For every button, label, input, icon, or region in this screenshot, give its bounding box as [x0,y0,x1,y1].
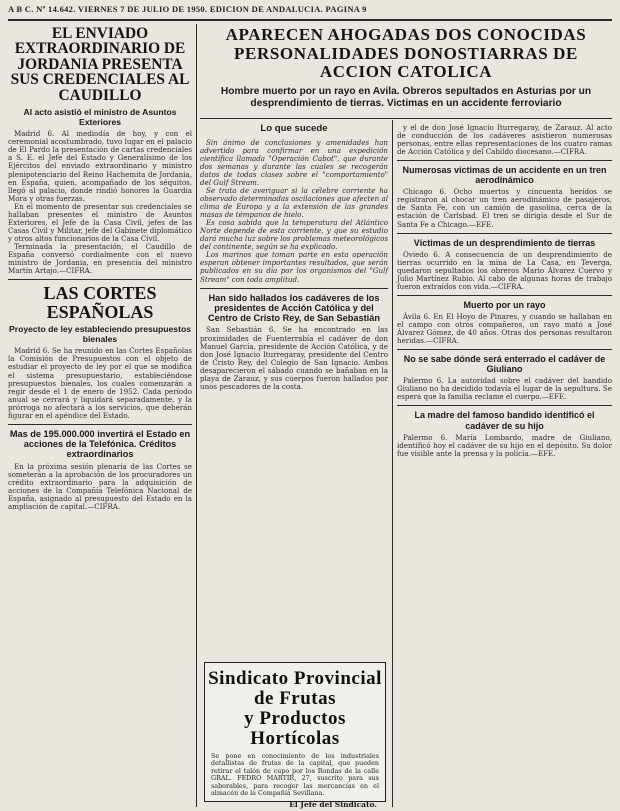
telefonica-body: En la próxima sesión plenaria de las Cortes se someterán a la aprobación de los procuradores un crédito extraordinario para la adquisición de acciones de la Compañía Telefónica Nacional de España, asignado al presupuesto del Estado en la ampliación de capital.—CIFRA. [8,461,192,511]
rayo-body: Ávila 6. En El Hoyo de Pinares, y cuando se hallaban en el campo con otros compañeros, un rayo mató a José Álvarez Gómez, de 40 años. Otras dos personas resultaron heridas.—CIFRA. [397,311,612,346]
main-headline[interactable]: APARECEN AHOGADAS DOS CONOCIDAS PERSONALIDADES DONOSTIARRAS DE ACCION CATOLICA [225,25,587,81]
rayo-headline[interactable]: Muerto por un rayo [463,299,546,310]
divider [397,295,612,296]
jordania-body-2: En el momento de presentar sus credenciales se hallaban presentes el ministro de Asuntos Exteriores, el Jefe de la Casa Civil, jefes de las Casas Civil y Militar, jefe del Gabinete diplomático y otros altos funcionarios de la Casa Civil. [8,201,192,243]
lo-que-sucede-body: Sin ánimo de conclusiones y amenidades han advertido para confirmar en una expedición científica llamada "Operación Cabot", que durante dos semanas y durante las cuales se recogerán datos de todas clases sobre el "comportamiento" del Gulf Stream. [200,137,388,187]
main-subhead: Hombre muerto por un rayo en Avila. Obreros sepultados en Asturias por un desprendimiento de tierras. Victimas en un accidente ferroviario [220,85,592,109]
cadaveres-body: San Sebastián 6. Se ha encontrado en las proximidades de Fuenterrabía el cadáver de don Manuel García, presidente de Acción Católica, y de don José Ignacio Iturregaray, presidente del Centro de Cristo Rey, del Colegio de San Ignacio. Ambos desaparecieron el sábado cuando se bañaban en la playa de Zarauz, y sus cuerpos fueron hallados por unos pescadores de la costa. [200,325,388,391]
divider [397,233,612,234]
lo-que-sucede-heading[interactable]: Lo que sucede [260,123,328,134]
desprendimiento-headline[interactable]: Víctimas de un desprendimiento de tierras [413,237,596,248]
divider [397,405,612,406]
divider [8,424,192,425]
giuliano-headline[interactable]: No se sabe dónde será enterrado el cadáver de Giuliano [403,354,606,375]
masthead: A B C. Nº 14.642. VIERNES 7 DE JULIO DE 1950. EDICION DE ANDALUCIA. PAGINA 9 [8,4,367,14]
divider [397,349,612,350]
tren-headline[interactable]: Numerosas víctimas de un accidente en un tren aerodinámico [402,165,607,186]
madre-body: Palermo 6. María Lombardo, madre de Giuliano, identificó hoy el cadáver de su hijo en el depósito. Su dolor fue visible ante la prensa y la policía.—EFE. [397,432,612,458]
lo-que-sucede-body-2: Se trata de averiguar si la célebre corriente ha observado determinadas oscilaciones que afecten al clima de Europa y a la extensión de las grandes masas de témpanos de hielo. [200,186,388,220]
madre-headline[interactable]: La madre del famoso bandido identificó el cadáver de su hijo [414,410,595,431]
cortes-headline[interactable]: LAS CORTES ESPAÑOLAS [43,283,157,323]
jordania-body: Madrid 6. Al mediodía de hoy, y con el ceremonial acostumbrado, tuvo lugar en el palacio de El Pardo la presentación de cartas credenciales a S. E. el Jefe del Estado y Generalísimo de los Ejércitos del enviado extraordinario y ministro plenipotenciario del Reino Hachemita de Jordania, en España, quien, acompañado de los séquitos, llegó al palacio, donde rindió honores la Guardia Mora y otras fuerzas. [8,129,192,203]
cortes-body: Madrid 6. Se ha reunido en las Cortes Españolas la Comisión de Presupuestos con el objeto de estudiar el proyecto de ley por el que se modifica el sistema presupuestario, estableciéndose presupuestos bienales, los cuales comenzarán a regir desde el 1 de enero de 1952. Cada período anual se cerrará y liquidará separadamente, y la prórroga no afectará a los servicios, que deberán figurar en el apéndice del Estado. [8,346,192,420]
ad-title-line-1: Sindicato Provincial de Frutas [208,668,382,709]
sindicato-advertisement[interactable] [204,662,386,810]
divider [397,160,612,161]
tren-body: Chicago 6. Ocho muertos y cincuenta heridos se registraron al chocar un tren aerodinámico de pasajeros, de Santa Fe, con un camión de gasolina, cerca de la estación de Carlsbad. El tren se dirigía desde el Sur de Santa Fe a Chicago.—EFE. [397,187,612,229]
cortes-subhead: Proyecto de ley estableciendo presupuestos bienales [9,324,191,344]
main-headline-rule [200,118,612,119]
jordania-body-3: Terminada la presentación, el Caudillo de España conversó cordialmente con el nuevo ministro de Jordania, en presencia del ministro Martín Artajo.—CIFRA. [8,241,192,276]
divider [8,279,192,280]
ad-signature: El Jefe del Sindicato. [289,800,377,810]
jordania-headline[interactable]: EL ENVIADO EXTRAORDINARIO DE JORDANIA PRESENTA SUS CREDENCIALES AL CAUDILLO [10,25,190,104]
telefonica-headline[interactable]: Mas de 195.000.000 invertirá el Estado en acciones de la Telefónica. Créditos extraordinarios [9,428,191,460]
masthead-rule [8,19,612,21]
column-rule-2 [392,120,393,807]
ad-title-line-2: y Productos Hortícolas [244,708,346,749]
column-rule-1 [196,24,197,807]
ad-text: Se pone en conocimiento de los industriales detallistas de frutas de la capital, que pueden retirar el talón de cupo por los Rondas de la calle GRAL. FEDRO MARTIR, 27, suscrito para sus saborables, para recoger las mercancías en el almacén de la Compañía Sevillana. [211,752,379,798]
cadaveres-headline[interactable]: Han sido hallados los cadáveres de los presidentes de Acción Católica y del Centro de Cristo Rey, de San Sebastián [208,292,380,324]
column-right [397,124,612,808]
desprendimiento-body: Oviedo 6. A consecuencia de un desprendimiento de tierras ocurrido en la mina de La Casa, en Teverga, quedaron sepultados los obreros Mario Álvarez Cuervo y Julio Martínez Rubio. Al cabo de algunas horas de trabajo fueron extraídos con vida.—CIFRA. [397,249,612,291]
jordania-subhead: Al acto asistió el ministro de Asuntos Exteriores [23,107,177,127]
column-left [8,24,192,808]
main-headline-block [200,24,612,120]
lo-que-sucede-body-3: Es cosa sabida que la temperatura del Atlántico Norte depende de esta corriente, y que su estudio dará mucha luz sobre los problemas meteorológicos del continente, según se ha explicado. [200,218,388,252]
divider [200,288,388,289]
lo-que-sucede-body-4: Los marinos que toman parte en esta operación esperan obtener importantes resultados, que serán publicados en su día por los organismos del "Gulf Stream" con toda amplitud. [200,250,388,284]
giuliano-body: Palermo 6. La autoridad sobre el cadáver del bandido Giuliano no ha decidido todavía el lugar de la sepultura. Se espera que la familia reclame el cuerpo.—EFE. [397,376,612,402]
cadaveres-continued-body: y el de don José Ignacio Iturregaray, de Zarauz. Al acto de conducción de los cadáveres asistieron numerosas personas, entre ellas representaciones de los cuatro ramas de Acción Católica y del Cabildo diocesano.—CIFRA. [397,123,612,157]
